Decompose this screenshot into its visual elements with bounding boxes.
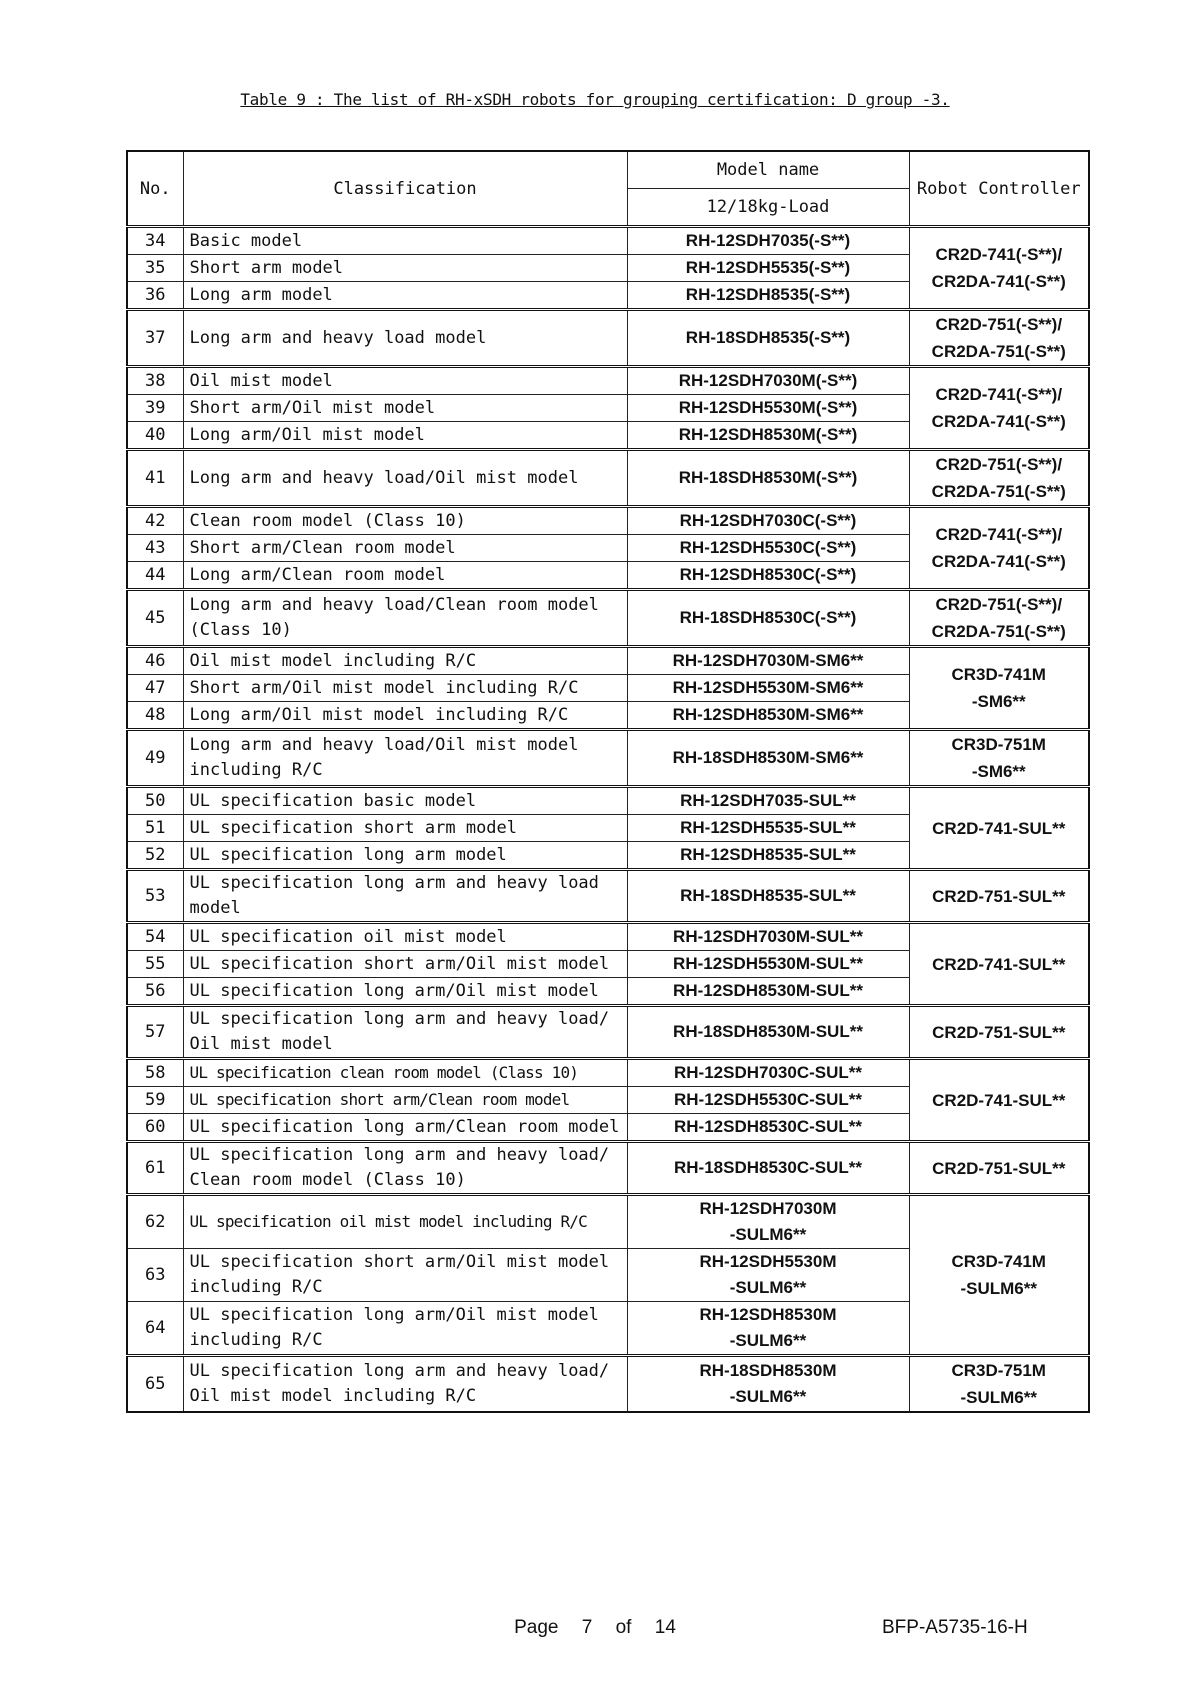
row-classification: UL specification long arm/Oil mist model	[183, 978, 627, 1006]
row-model: RH-12SDH8530M -SULM6**	[627, 1302, 909, 1356]
table-row	[127, 730, 1089, 787]
row-model: RH-18SDH8530M -SULM6**	[627, 1356, 909, 1413]
row-no: 40	[127, 422, 183, 450]
row-model: RH-12SDH5535(-S**)	[627, 255, 909, 282]
row-controller: CR2D-741-SUL**	[909, 1059, 1089, 1142]
row-no: 51	[127, 815, 183, 842]
row-controller: CR3D-741M -SULM6**	[909, 1195, 1089, 1356]
row-model: RH-12SDH8530M-SM6**	[627, 702, 909, 730]
row-controller: CR2D-741(-S**)/ CR2DA-741(-S**)	[909, 367, 1089, 450]
row-no: 36	[127, 282, 183, 310]
row-no: 60	[127, 1114, 183, 1142]
row-model: RH-12SDH8530M(-S**)	[627, 422, 909, 450]
table-row	[127, 1356, 1089, 1413]
header-row-1	[127, 151, 1089, 189]
row-classification: Short arm model	[183, 255, 627, 282]
row-controller: CR2D-751-SUL**	[909, 870, 1089, 923]
row-classification: Short arm/Clean room model	[183, 535, 627, 562]
row-no: 49	[127, 730, 183, 787]
row-model: RH-12SDH7030C(-S**)	[627, 507, 909, 535]
header-load: 12/18kg-Load	[627, 189, 909, 227]
row-classification: UL specification short arm/Clean room model	[183, 1087, 627, 1114]
row-model: RH-12SDH8535-SUL**	[627, 842, 909, 870]
row-model: RH-12SDH5530M-SM6**	[627, 675, 909, 702]
row-controller: CR2D-741-SUL**	[909, 923, 1089, 1006]
row-model: RH-12SDH7030M(-S**)	[627, 367, 909, 395]
row-model: RH-12SDH7035-SUL**	[627, 787, 909, 815]
header-model-name: Model name	[627, 151, 909, 189]
row-no: 48	[127, 702, 183, 730]
table-row	[127, 1195, 1089, 1249]
row-no: 53	[127, 870, 183, 923]
row-no: 55	[127, 951, 183, 978]
row-classification: UL specification long arm/Clean room model	[183, 1114, 627, 1142]
row-classification: UL specification short arm/Oil mist model	[183, 951, 627, 978]
row-model: RH-12SDH5530C(-S**)	[627, 535, 909, 562]
row-controller: CR2D-751(-S**)/ CR2DA-751(-S**)	[909, 310, 1089, 367]
row-classification: Long arm and heavy load/Oil mist model	[183, 450, 627, 507]
table-row	[127, 367, 1089, 395]
row-controller: CR2D-741(-S**)/ CR2DA-741(-S**)	[909, 507, 1089, 590]
row-controller: CR3D-751M -SULM6**	[909, 1356, 1089, 1413]
page-word: Page	[514, 1617, 559, 1638]
table-row	[127, 450, 1089, 507]
row-no: 64	[127, 1302, 183, 1356]
table-row	[127, 310, 1089, 367]
row-no: 34	[127, 227, 183, 255]
row-no: 59	[127, 1087, 183, 1114]
row-model: RH-12SDH8530M-SUL**	[627, 978, 909, 1006]
table-row	[127, 227, 1089, 255]
row-model: RH-12SDH5535-SUL**	[627, 815, 909, 842]
row-model: RH-12SDH7030M-SM6**	[627, 647, 909, 675]
row-no: 62	[127, 1195, 183, 1249]
row-classification: UL specification oil mist model	[183, 923, 627, 951]
row-no: 57	[127, 1006, 183, 1059]
row-classification: UL specification oil mist model including R/C	[183, 1195, 627, 1249]
row-model: RH-18SDH8535(-S**)	[627, 310, 909, 367]
row-controller: CR3D-751M -SM6**	[909, 730, 1089, 787]
row-model: RH-12SDH8530C(-S**)	[627, 562, 909, 590]
table-row	[127, 1059, 1089, 1087]
row-model: RH-12SDH7030C-SUL**	[627, 1059, 909, 1087]
page-of-word: of	[615, 1617, 632, 1638]
row-model: RH-18SDH8530C(-S**)	[627, 590, 909, 647]
row-no: 46	[127, 647, 183, 675]
row-classification: Long arm model	[183, 282, 627, 310]
row-classification: UL specification long arm and heavy load/ Clean room model (Class 10)	[183, 1142, 627, 1195]
row-model: RH-12SDH7030M-SUL**	[627, 923, 909, 951]
row-no: 61	[127, 1142, 183, 1195]
row-model: RH-12SDH8530C-SUL**	[627, 1114, 909, 1142]
row-classification: Short arm/Oil mist model	[183, 395, 627, 422]
row-no: 63	[127, 1249, 183, 1302]
table-row	[127, 1142, 1089, 1195]
row-classification: UL specification clean room model (Class 10)	[183, 1059, 627, 1087]
header-classification: Classification	[183, 151, 627, 227]
table-row	[127, 590, 1089, 647]
row-model: RH-18SDH8530C-SUL**	[627, 1142, 909, 1195]
row-model: RH-18SDH8530M(-S**)	[627, 450, 909, 507]
row-model: RH-12SDH8535(-S**)	[627, 282, 909, 310]
row-classification: UL specification long arm and heavy load/ Oil mist model including R/C	[183, 1356, 627, 1413]
row-model: RH-12SDH5530M -SULM6**	[627, 1249, 909, 1302]
row-classification: Long arm/Oil mist model	[183, 422, 627, 450]
row-classification: Clean room model (Class 10)	[183, 507, 627, 535]
row-no: 42	[127, 507, 183, 535]
row-classification: Long arm/Oil mist model including R/C	[183, 702, 627, 730]
table-row	[127, 787, 1089, 815]
row-classification: Oil mist model including R/C	[183, 647, 627, 675]
header-robot-controller: Robot Controller	[909, 151, 1089, 227]
table-row	[127, 647, 1089, 675]
row-classification: UL specification short arm model	[183, 815, 627, 842]
table-row	[127, 870, 1089, 923]
robot-list-table	[126, 150, 1090, 1413]
row-controller: CR3D-741M -SM6**	[909, 647, 1089, 730]
row-model: RH-12SDH5530M(-S**)	[627, 395, 909, 422]
page-current: 7	[581, 1617, 593, 1638]
header-no: No.	[127, 151, 183, 227]
row-model: RH-12SDH7030M -SULM6**	[627, 1195, 909, 1249]
row-classification: Long arm/Clean room model	[183, 562, 627, 590]
row-classification: Oil mist model	[183, 367, 627, 395]
row-controller: CR2D-751(-S**)/ CR2DA-751(-S**)	[909, 590, 1089, 647]
row-no: 38	[127, 367, 183, 395]
row-model: RH-12SDH7035(-S**)	[627, 227, 909, 255]
row-no: 52	[127, 842, 183, 870]
row-controller: CR2D-751-SUL**	[909, 1142, 1089, 1195]
row-no: 47	[127, 675, 183, 702]
row-no: 54	[127, 923, 183, 951]
row-no: 39	[127, 395, 183, 422]
row-controller: CR2D-751(-S**)/ CR2DA-751(-S**)	[909, 450, 1089, 507]
document-id: BFP-A5735-16-H	[882, 1617, 1028, 1638]
row-no: 45	[127, 590, 183, 647]
row-classification: Basic model	[183, 227, 627, 255]
row-no: 50	[127, 787, 183, 815]
table-title: Table 9 : The list of RH-xSDH robots for grouping certification: D group -3.	[240, 90, 950, 109]
page-total: 14	[654, 1617, 676, 1638]
row-classification: UL specification long arm and heavy load model	[183, 870, 627, 923]
row-classification: Long arm and heavy load/Clean room model (Class 10)	[183, 590, 627, 647]
table-row	[127, 923, 1089, 951]
row-classification: UL specification long arm and heavy load/ Oil mist model	[183, 1006, 627, 1059]
row-controller: CR2D-751-SUL**	[909, 1006, 1089, 1059]
row-classification: Long arm and heavy load/Oil mist model including R/C	[183, 730, 627, 787]
row-model: RH-18SDH8530M-SUL**	[627, 1006, 909, 1059]
row-controller: CR2D-741-SUL**	[909, 787, 1089, 870]
row-classification: Long arm and heavy load model	[183, 310, 627, 367]
row-classification: UL specification long arm/Oil mist model including R/C	[183, 1302, 627, 1356]
table-row	[127, 1006, 1089, 1059]
row-no: 65	[127, 1356, 183, 1413]
row-classification: Short arm/Oil mist model including R/C	[183, 675, 627, 702]
row-model: RH-12SDH5530C-SUL**	[627, 1087, 909, 1114]
row-no: 37	[127, 310, 183, 367]
row-controller: CR2D-741(-S**)/ CR2DA-741(-S**)	[909, 227, 1089, 310]
row-no: 56	[127, 978, 183, 1006]
row-classification: UL specification basic model	[183, 787, 627, 815]
row-classification: UL specification short arm/Oil mist model including R/C	[183, 1249, 627, 1302]
row-no: 58	[127, 1059, 183, 1087]
row-model: RH-18SDH8535-SUL**	[627, 870, 909, 923]
row-no: 44	[127, 562, 183, 590]
row-model: RH-12SDH5530M-SUL**	[627, 951, 909, 978]
row-no: 41	[127, 450, 183, 507]
row-classification: UL specification long arm model	[183, 842, 627, 870]
row-no: 43	[127, 535, 183, 562]
row-no: 35	[127, 255, 183, 282]
row-model: RH-18SDH8530M-SM6**	[627, 730, 909, 787]
table-row	[127, 507, 1089, 535]
